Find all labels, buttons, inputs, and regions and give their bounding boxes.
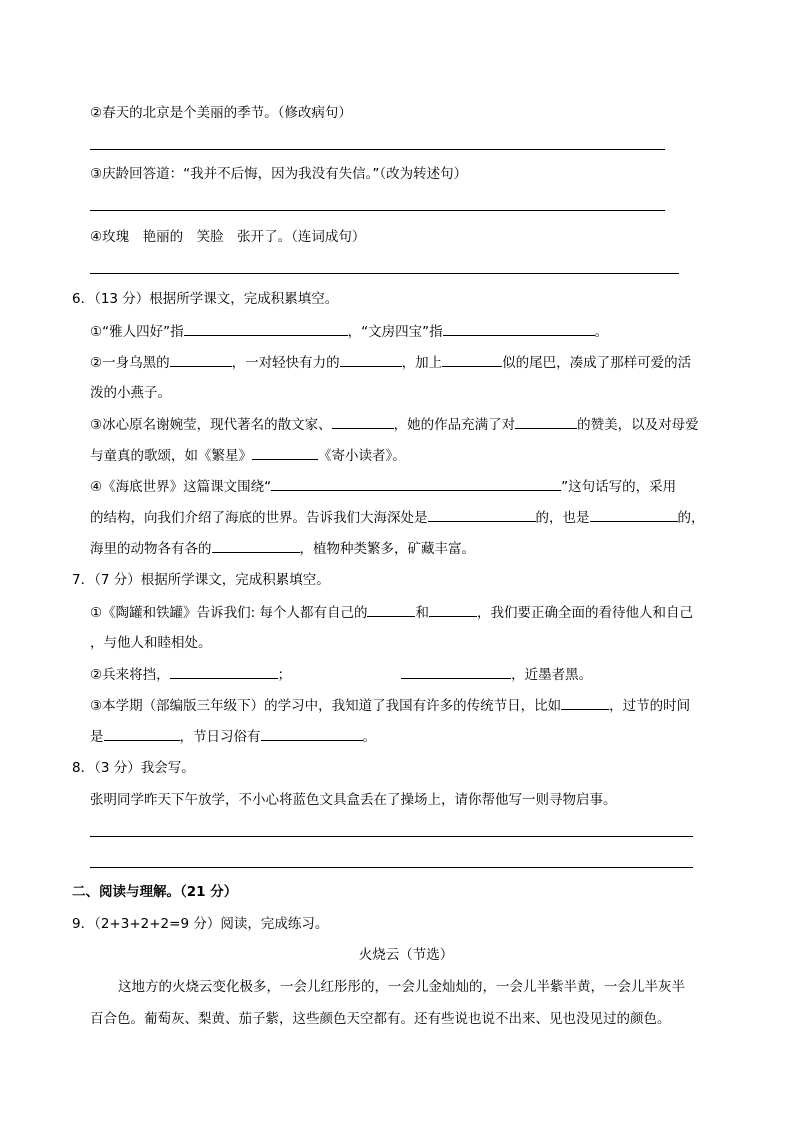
fill-blank[interactable] [590,507,678,522]
fill-blank[interactable] [212,538,300,553]
section-title: 二、阅读与理解。（21 分） [72,884,238,900]
q8-prompt: 张明同学昨天下午放学，不小心将蓝色文具盒丢在了操场上，请你帮他写一则寻物启事。 [90,792,617,808]
q6-line-2: ②一身乌黑的 ，一对轻快有力的 ，加上 似的尾巴，凑成了那样可爱的活 [90,352,691,373]
q7-line-2: ，与他人和睦相处。 [90,635,212,651]
q7-line-4: ③本学期（部编版三年级下）的学习中，我知道了我国有许多的传统节日，比如 ，过节的时间 [90,695,690,716]
answer-line[interactable] [90,867,693,868]
q5-item3-text: ③庆龄回答道：“我并不后悔，因为我没有失信。”（改为转述句） [90,166,468,182]
q8-heading: 8．（3 分）我会写。 [72,760,195,776]
q6-line-7: 的结构，向我们介绍了海底的世界。告诉我们大海深处是 的，也是 的， [90,507,705,528]
q7-line-1: ①《陶罐和铁罐》告诉我们: 每个人都有自己的 和 ，我们要正确全面的看待他人和自己 [90,602,693,623]
q5-item2-text: ②春天的北京是个美丽的季节。（修改病句） [90,105,352,121]
fill-blank[interactable] [443,321,595,336]
q7-line-5: 是 ，节日习俗有 。 [90,726,376,747]
fill-blank[interactable] [515,414,577,429]
q6-line-4: ③冰心原名谢婉莹，现代著名的散文家、 ，她的作品充满了对 的赞美，以及对母爱 [90,414,699,435]
passage-title: 火烧云（节选） [358,947,454,963]
passage-line-2: 百合色。葡萄灰、梨黄、茄子紫，这些颜色天空都有。还有些说也说不出来、见也没见过的颜色。 [90,1011,671,1027]
fill-blank[interactable] [104,726,180,741]
q5-item4-text: ④玫瑰 艳丽的 笑脸 张开了。（连词成句） [90,229,366,245]
fill-blank[interactable] [271,476,561,491]
q7-heading: 7．（7 分）根据所学课文，完成积累填空。 [72,572,330,588]
fill-blank[interactable] [428,507,536,522]
fill-blank[interactable] [332,414,394,429]
fill-blank[interactable] [442,352,502,367]
fill-blank[interactable] [429,602,477,617]
fill-blank[interactable] [401,664,511,679]
answer-line[interactable] [90,836,693,837]
q6-line-3: 泼的小燕子。 [90,385,171,401]
fill-blank[interactable] [170,352,232,367]
answer-line[interactable] [90,273,679,274]
fill-blank[interactable] [261,726,363,741]
fill-blank[interactable] [252,445,318,460]
q6-line-1: ①“雅人四好”指 ，“文房四宝”指 。 [90,321,608,342]
fill-blank[interactable] [367,602,415,617]
answer-line[interactable] [90,210,665,211]
q6-heading: 6．（13 分）根据所学课文，完成积累填空。 [72,291,339,307]
q6-line-8: 海里的动物各有各的 ，植物种类繁多，矿藏丰富。 [90,538,475,559]
fill-blank[interactable] [184,321,348,336]
fill-blank[interactable] [561,695,609,710]
q6-line-5: 与童真的歌颂，如《繁星》 《寄小读者》。 [90,445,406,466]
passage-line-1: 这地方的火烧云变化极多，一会儿红彤彤的，一会儿金灿灿的，一会儿半紫半黄，一会儿半灰半 [118,979,685,995]
answer-line[interactable] [90,149,665,150]
q7-line-3: ②兵来将挡， ； ，近墨者黑。 [90,664,592,685]
fill-blank[interactable] [340,352,402,367]
q6-line-6: ④《海底世界》这篇课文围绕“ ”这句话写的，采用 [90,476,676,497]
fill-blank[interactable] [170,664,278,679]
q9-heading: 9．（2+3+2+2=9 分）阅读，完成练习。 [72,916,329,932]
